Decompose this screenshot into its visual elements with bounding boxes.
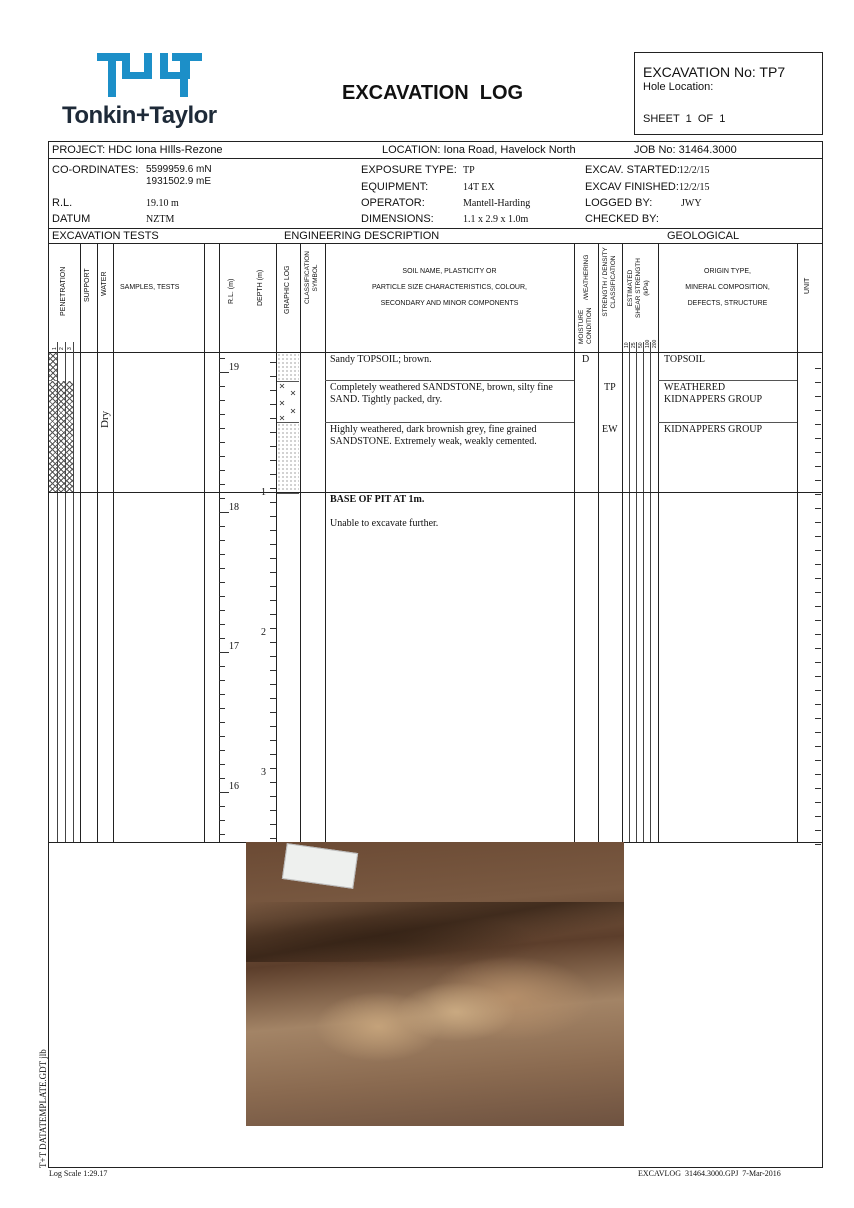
unit-minor-tick (815, 564, 821, 565)
col-shear: ESTIMATED SHEAR STRENGTH (kPa) (627, 258, 650, 318)
dimensions-value: 1.1 x 2.9 x 1.0m (463, 214, 529, 225)
unit-minor-tick (815, 718, 821, 719)
base-of-pit: BASE OF PIT AT 1m. (330, 494, 425, 505)
graphic-topsoil (277, 353, 299, 382)
unit-minor-tick (815, 788, 821, 789)
depth-minor-tick (270, 404, 276, 405)
exposure-label: EXPOSURE TYPE: (361, 164, 457, 176)
graphic-weathered-icon (277, 381, 299, 422)
col-soil-line2: PARTICLE SIZE CHARACTERISTICS, COLOUR, (372, 284, 527, 291)
depth-minor-tick (270, 530, 276, 531)
depth-minor-tick (270, 558, 276, 559)
unit-minor-tick (815, 704, 821, 705)
rl-minor-tick (219, 470, 225, 471)
coordinate-north: 5599959.6 mN (146, 164, 212, 175)
depth-tick-2: 2 (261, 627, 266, 638)
hole-location: Hole Location: (643, 81, 714, 93)
penetration-bar-top (49, 353, 58, 381)
rl-minor-tick (219, 582, 225, 583)
job-number: JOB No: 31464.3000 (634, 144, 737, 156)
exposure-value: TP (463, 165, 475, 176)
finished-label: EXCAV FINISHED: (585, 181, 679, 193)
unit-minor-tick (815, 634, 821, 635)
unit-minor-tick (815, 508, 821, 509)
rl-minor-tick (219, 596, 225, 597)
unit-minor-tick (815, 774, 821, 775)
depth-minor-tick (270, 810, 276, 811)
layer-1-description: Sandy TOPSOIL; brown. (330, 354, 432, 365)
coordinates-label: CO-ORDINATES: (52, 164, 139, 176)
col-weathering: /WEATHERING (583, 254, 590, 300)
col-graphic-log: GRAPHIC LOG (284, 265, 291, 314)
graphic-sandstone (277, 422, 299, 494)
col-origin-line2: MINERAL COMPOSITION, (685, 284, 770, 291)
unit-minor-tick (815, 732, 821, 733)
pen-scale-1: 1 (52, 347, 58, 350)
unit-minor-tick (815, 494, 821, 495)
pen-scale-2: 2 (59, 347, 65, 350)
tt-logo-icon (60, 50, 240, 100)
unit-minor-tick (815, 466, 821, 467)
shear-scale-10: 10 (624, 342, 630, 348)
unit-minor-tick (815, 816, 821, 817)
rl-minor-tick (219, 680, 225, 681)
layer-2-strength: TP (604, 382, 616, 393)
rl-tick-17: 17 (229, 641, 239, 652)
rl-minor-tick (219, 512, 229, 513)
project: PROJECT: HDC Iona HIlls-Rezone (52, 144, 223, 156)
unit-minor-tick (815, 592, 821, 593)
rl-minor-tick (219, 414, 225, 415)
rl-minor-tick (219, 554, 225, 555)
dimensions-label: DIMENSIONS: (361, 213, 434, 225)
rl-minor-tick (219, 694, 225, 695)
rl-minor-tick (219, 568, 225, 569)
col-strength: STRENGTH / DENSITY CLASSIFICATION (602, 247, 617, 317)
depth-minor-tick (270, 698, 276, 699)
depth-minor-tick (270, 586, 276, 587)
rl-minor-tick (219, 806, 225, 807)
depth-minor-tick (270, 418, 276, 419)
layer-1-geological: TOPSOIL (664, 354, 705, 365)
depth-minor-tick (270, 502, 276, 503)
rl-minor-tick (219, 666, 225, 667)
col-water: WATER (101, 271, 108, 296)
layer-3-description: Highly weathered, dark brownish grey, fine grained SANDSTONE. Extremely weak, weakly cemented. (330, 424, 537, 447)
layer-3-strength: EW (602, 424, 618, 435)
depth-minor-tick (270, 600, 276, 601)
depth-minor-tick (270, 362, 276, 363)
depth-minor-tick (270, 642, 276, 643)
unit-minor-tick (815, 606, 821, 607)
rl-minor-tick (219, 540, 225, 541)
section-engineering-description: ENGINEERING DESCRIPTION (284, 230, 440, 242)
depth-minor-tick (270, 488, 276, 489)
depth-minor-tick (270, 516, 276, 517)
col-moisture: MOISTURE CONDITION (578, 307, 593, 344)
col-soil-line1: SOIL NAME, PLASTICITY OR (402, 268, 497, 275)
unit-minor-tick (815, 802, 821, 803)
rl-minor-tick (219, 736, 225, 737)
col-support: SUPPORT (84, 268, 91, 302)
rl-value: 19.10 m (146, 198, 179, 209)
unit-minor-tick (815, 410, 821, 411)
shear-scale-100: 100 (645, 339, 651, 348)
rl-minor-tick (219, 652, 229, 653)
depth-minor-tick (270, 754, 276, 755)
col-rl: R.L. (m) (228, 278, 235, 304)
pen-scale-3: 3 (67, 347, 73, 350)
rl-tick-19: 19 (229, 362, 239, 373)
unit-minor-tick (815, 620, 821, 621)
unit-minor-tick (815, 578, 821, 579)
depth-minor-tick (270, 740, 276, 741)
rl-label: R.L. (52, 197, 73, 209)
excavation-photo (246, 842, 624, 1126)
depth-minor-tick (270, 376, 276, 377)
layer-1-moisture: D (582, 354, 590, 365)
depth-minor-tick (270, 446, 276, 447)
rl-minor-tick (219, 708, 225, 709)
depth-minor-tick (270, 796, 276, 797)
datum-value: NZTM (146, 214, 175, 225)
section-excavation-tests: EXCAVATION TESTS (52, 230, 159, 242)
col-depth: DEPTH (m) (257, 269, 264, 306)
depth-minor-tick (270, 782, 276, 783)
rl-minor-tick (219, 358, 225, 359)
rl-minor-tick (219, 372, 229, 373)
col-penetration: PENETRATION (60, 266, 67, 316)
sheet-number: SHEET 1 OF 1 (643, 113, 726, 125)
rl-minor-tick (219, 610, 225, 611)
rl-minor-tick (219, 750, 225, 751)
finished-value: 12/2/15 (679, 182, 710, 193)
depth-minor-tick (270, 544, 276, 545)
depth-minor-tick (270, 726, 276, 727)
unit-minor-tick (815, 662, 821, 663)
rl-minor-tick (219, 820, 225, 821)
started-label: EXCAV. STARTED: (585, 164, 680, 176)
water-value: Dry (99, 410, 111, 428)
col-classification: CLASSIFICATION SYMBOL (304, 251, 319, 304)
col-origin-line1: ORIGIN TYPE, (704, 268, 751, 275)
log-scale: Log Scale 1:29.17 (49, 1169, 108, 1178)
location: LOCATION: Iona Road, Havelock North (382, 144, 576, 156)
company-logo (60, 50, 240, 134)
depth-tick-3: 3 (261, 767, 266, 778)
company-name: Tonkin+Taylor (62, 102, 217, 129)
rl-minor-tick (219, 386, 225, 387)
rl-minor-tick (219, 526, 225, 527)
shear-scale-50: 50 (638, 342, 644, 348)
layer-3-geological: KIDNAPPERS GROUP (664, 424, 763, 435)
rl-minor-tick (219, 498, 225, 499)
rl-minor-tick (219, 484, 225, 485)
rl-minor-tick (219, 400, 225, 401)
layer-2-description: Completely weathered SANDSTONE, brown, silty fine SAND. Tightly packed, dry. (330, 382, 553, 405)
depth-minor-tick (270, 824, 276, 825)
rl-minor-tick (219, 792, 229, 793)
depth-minor-tick (270, 628, 276, 629)
depth-minor-tick (270, 614, 276, 615)
logged-label: LOGGED BY: (585, 197, 653, 209)
rl-minor-tick (219, 638, 225, 639)
excavation-number: EXCAVATION No: TP7 (643, 64, 786, 80)
unit-minor-tick (815, 690, 821, 691)
col-samples: SAMPLES, TESTS (120, 284, 180, 291)
unit-minor-tick (815, 424, 821, 425)
operator-label: OPERATOR: (361, 197, 425, 209)
penetration-bar (49, 381, 74, 493)
unit-minor-tick (815, 396, 821, 397)
unit-minor-tick (815, 368, 821, 369)
rl-tick-18: 18 (229, 502, 239, 513)
unit-minor-tick (815, 746, 821, 747)
depth-minor-tick (270, 432, 276, 433)
base-note: Unable to excavate further. (330, 518, 439, 529)
unit-minor-tick (815, 844, 821, 845)
logged-value: JWY (681, 198, 702, 209)
unit-minor-tick (815, 438, 821, 439)
rl-minor-tick (219, 456, 225, 457)
shear-scale-200: 200 (652, 339, 658, 348)
depth-minor-tick (270, 656, 276, 657)
section-geological: GEOLOGICAL (667, 230, 740, 242)
datum-label: DATUM (52, 213, 91, 225)
depth-minor-tick (270, 572, 276, 573)
depth-minor-tick (270, 474, 276, 475)
rl-tick-16: 16 (229, 781, 239, 792)
rl-minor-tick (219, 834, 225, 835)
depth-minor-tick (270, 390, 276, 391)
col-unit: UNIT (804, 277, 811, 294)
equipment-value: 14T EX (463, 182, 495, 193)
template-label: T+T DATATEMPLATE.GDT jlb (38, 1049, 48, 1168)
unit-minor-tick (815, 830, 821, 831)
col-soil-line3: SECONDARY AND MINOR COMPONENTS (380, 300, 519, 307)
depth-tick-1: 1 (261, 487, 266, 498)
layer-2-geological: WEATHERED KIDNAPPERS GROUP (664, 382, 763, 405)
checked-label: CHECKED BY: (585, 213, 659, 225)
started-value: 12/2/15 (679, 165, 710, 176)
depth-minor-tick (270, 684, 276, 685)
unit-minor-tick (815, 676, 821, 677)
unit-minor-tick (815, 648, 821, 649)
depth-minor-tick (270, 670, 276, 671)
rl-minor-tick (219, 764, 225, 765)
rl-minor-tick (219, 624, 225, 625)
col-origin-line3: DEFECTS, STRUCTURE (687, 300, 768, 307)
rl-minor-tick (219, 442, 225, 443)
rl-minor-tick (219, 722, 225, 723)
equipment-label: EQUIPMENT: (361, 181, 429, 193)
unit-minor-tick (815, 536, 821, 537)
operator-value: Mantell-Harding (463, 198, 531, 209)
depth-minor-tick (270, 712, 276, 713)
rl-minor-tick (219, 428, 225, 429)
unit-minor-tick (815, 550, 821, 551)
depth-minor-tick (270, 460, 276, 461)
excavation-header-box (634, 52, 823, 135)
depth-minor-tick (270, 838, 276, 839)
unit-minor-tick (815, 452, 821, 453)
unit-minor-tick (815, 522, 821, 523)
unit-minor-tick (815, 480, 821, 481)
page-title: EXCAVATION LOG (342, 82, 524, 104)
rl-minor-tick (219, 778, 225, 779)
photo-notebook (282, 843, 358, 889)
shear-scale-25: 25 (631, 342, 637, 348)
unit-minor-tick (815, 382, 821, 383)
file-info: EXCAVLOG 31464.3000.GPJ 7-Mar-2016 (638, 1169, 781, 1178)
coordinate-east: 1931502.9 mE (146, 176, 212, 187)
unit-minor-tick (815, 760, 821, 761)
depth-minor-tick (270, 768, 276, 769)
